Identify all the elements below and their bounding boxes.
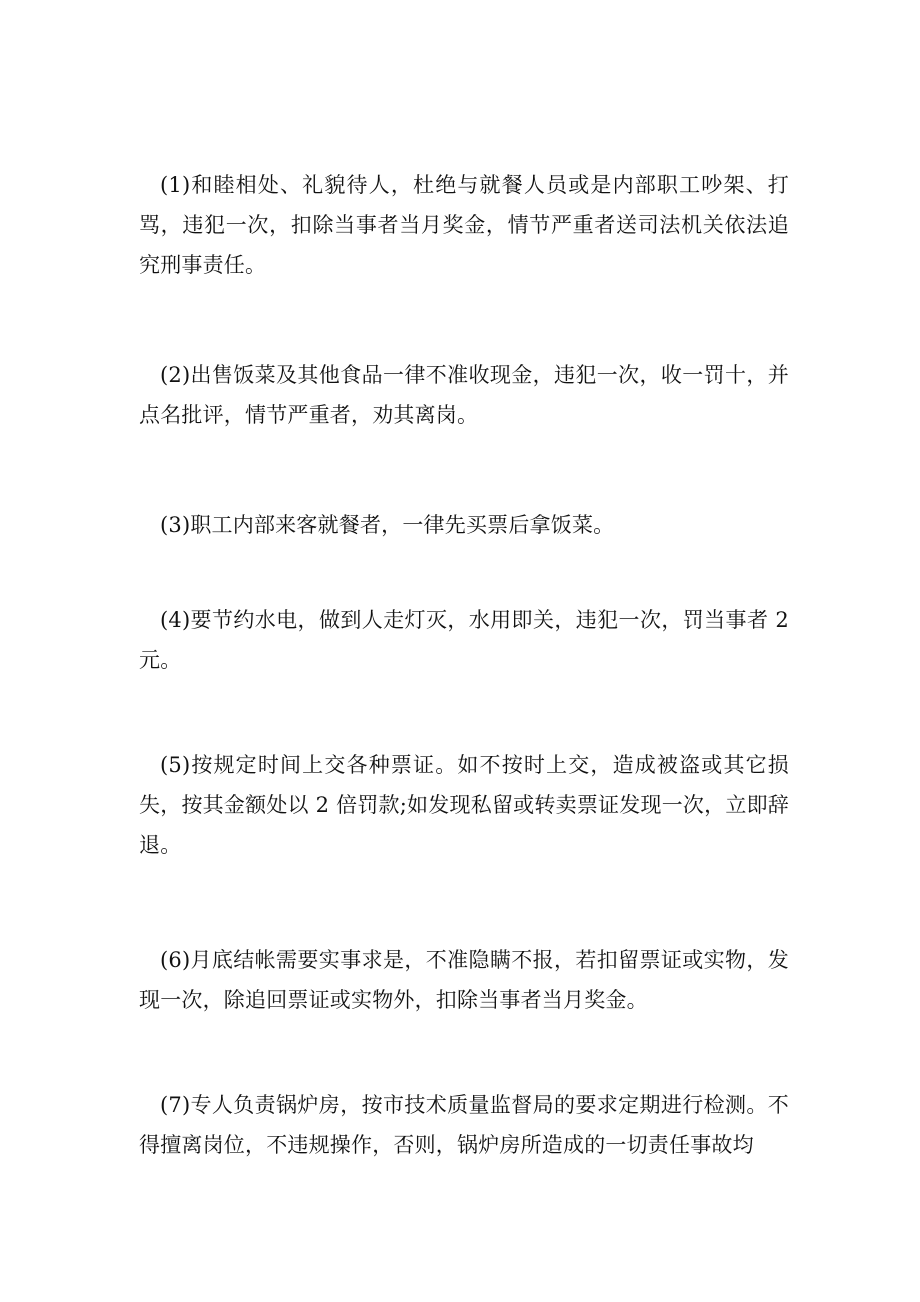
rule-paragraph-1: (1)和睦相处、礼貌待人，杜绝与就餐人员或是内部职工吵架、打骂，违犯一次，扣除当事者当月奖金，情节严重者送司法机关依法追究刑事责任。 — [139, 173, 789, 277]
rule-paragraph-7: (7)专人负责锅炉房，按市技术质量监督局的要求定期进行检测。不得擅离岗位，不违规操作，否则，锅炉房所造成的一切责任事故均 — [139, 1093, 789, 1157]
rule-paragraph-6: (6)月底结帐需要实事求是，不准隐瞒不报，若扣留票证或实物，发现一次，除追回票证或实物外，扣除当事者当月奖金。 — [139, 948, 789, 1012]
rule-paragraph-2: (2)出售饭菜及其他食品一律不准收现金，违犯一次，收一罚十，并点名批评，情节严重者，劝其离岗。 — [139, 363, 789, 427]
rule-paragraph-5: (5)按规定时间上交各种票证。如不按时上交，造成被盗或其它损失，按其金额处以 2 倍罚款;如发现私留或转卖票证发现一次，立即辞退。 — [139, 753, 789, 857]
rule-paragraph-4: (4)要节约水电，做到人走灯灭，水用即关，违犯一次，罚当事者 2 元。 — [139, 608, 789, 672]
rule-paragraph-3: (3)职工内部来客就餐者，一律先买票后拿饭菜。 — [160, 513, 615, 537]
